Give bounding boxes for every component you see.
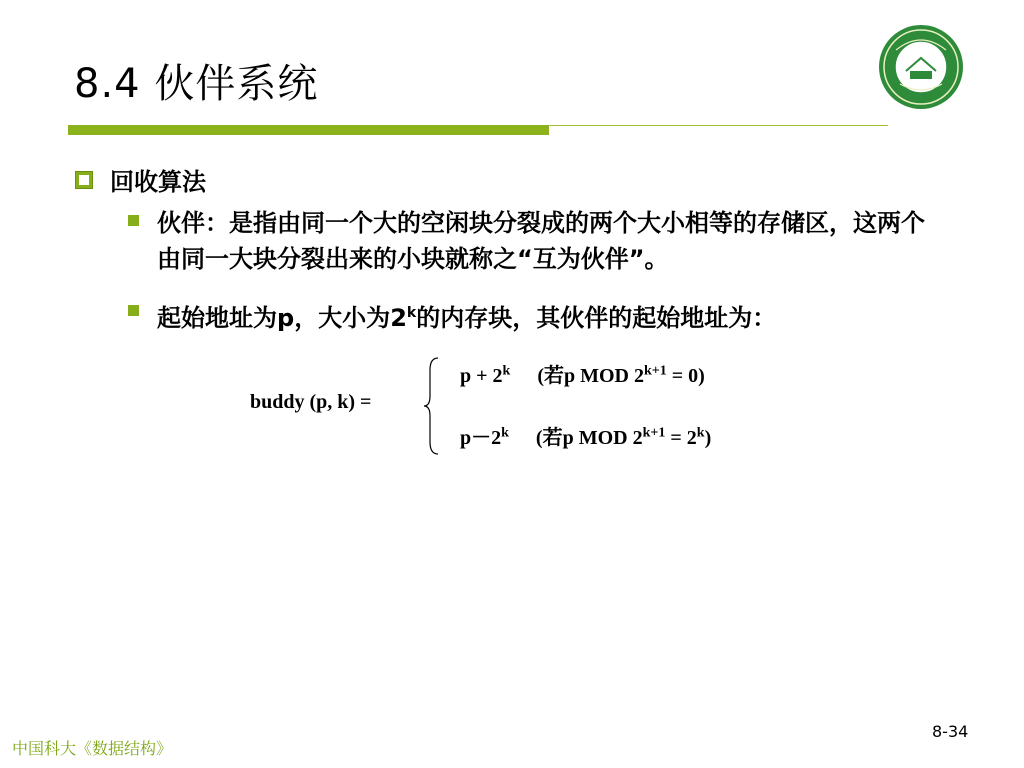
bullet-text: 伙伴：是指由同一个大的空闲块分裂成的两个大小相等的存储区，这两个由同一大块分裂出来的小块就称之“互为伙伴”。 [157,209,925,273]
footer-course-name: 中国科大《数据结构》 [12,739,173,758]
formula-case-1: $p + 2^k$ (若p MOD $2^{k+1} = 0$) [460,363,705,387]
bullet-text: 起始地址为p，大小为2$^k$的内存块，其伙伴的起始地址为： [157,304,777,332]
title-rule-thick [68,125,549,135]
heading-item [76,162,206,197]
hollow-square-bullet-icon [76,172,92,188]
formula-case-2: $p-2^k$ (若p MOD $2^{k+1} = 2^k$) [460,425,712,449]
bullet-buddy-definition [128,205,948,277]
left-brace [422,356,442,456]
title-rule-thin [549,125,888,126]
solid-square-bullet-icon [128,305,139,316]
solid-square-bullet-icon [128,215,139,226]
heading-text: 回收算法 [110,168,206,196]
slide-title: 8.4 伙伴系统 [74,61,319,107]
formula-lhs: buddy (p, k) = [250,391,372,413]
bullet-start-address [128,295,776,336]
page-number: 8-34 [932,722,969,741]
university-seal-icon [878,24,964,110]
